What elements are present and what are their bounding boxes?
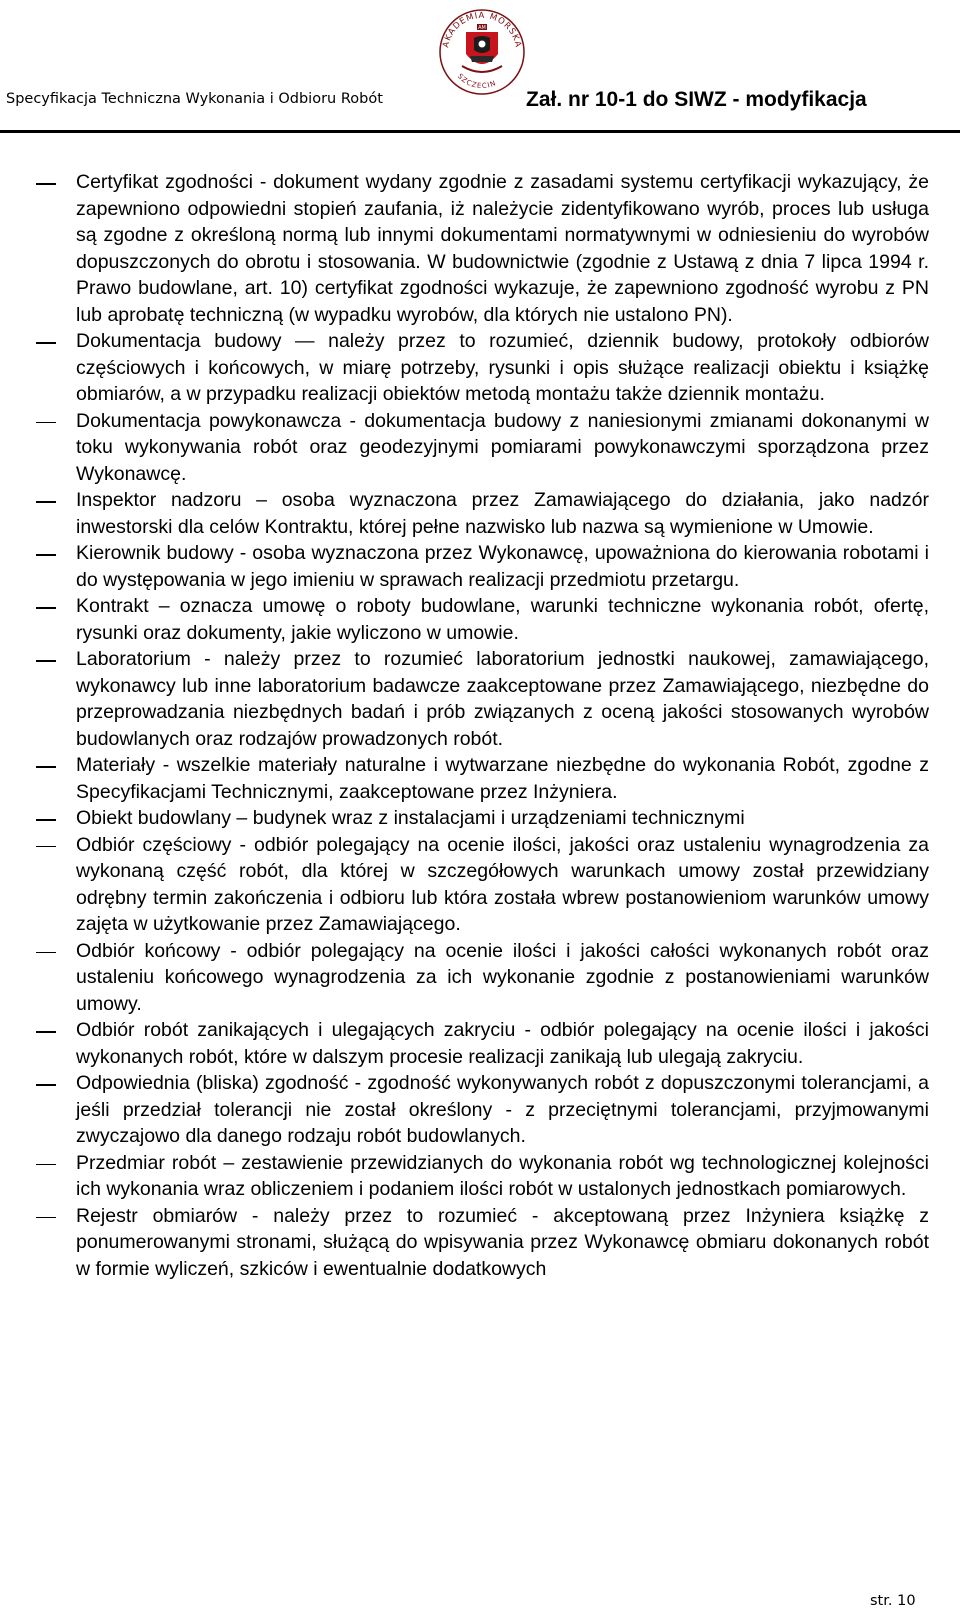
definition-kontrakt: Kontrakt – oznacza umowę o roboty budowlane, warunki techniczne wykonania robót, ofertę, rysunki oraz dokumenty, jakie wyliczono w umowie.	[76, 593, 929, 646]
list-dash-icon	[36, 501, 56, 503]
attachment-label: Zał. nr 10-1 do SIWZ - modyfikacja	[526, 88, 867, 111]
definition-laboratorium: Laboratorium - należy przez to rozumieć laboratorium jednostki naukowej, zamawiającego, wykonawcy lub inne laboratorium badawcze zaakceptowane przez Zamawiającego, niezbędne do przeprowadzania niezbędnych badań i prób związanych z oceną jakości stosowanych wyrobów budowlanych oraz rodzajów prowadzonych robót.	[76, 646, 929, 752]
list-dash-icon	[36, 766, 56, 768]
definition-obiekt-budowlany: Obiekt budowlany – budynek wraz z instalacjami i urządzeniami technicznymi	[76, 805, 929, 832]
definition-odpowiednia-zgodnosc: Odpowiednia (bliska) zgodność - zgodność wykonywanych robót z dopuszczonymi tolerancjami, a jeśli przedział tolerancji nie został określony - z przeciętnymi tolerancjami, przyjmowanymi zwyczajowo dla danego rodzaju robót budowlanych.	[76, 1070, 929, 1150]
list-dash-icon	[36, 554, 56, 556]
list-dash-icon	[36, 422, 56, 424]
list-dash-icon	[36, 183, 56, 185]
header-divider	[0, 130, 960, 133]
svg-text:AM: AM	[478, 25, 486, 31]
svg-text:SZCZECIN: SZCZECIN	[455, 72, 498, 91]
definition-inspektor-nadzoru: Inspektor nadzoru – osoba wyznaczona przez Zamawiającego do działania, jako nadzór inwestorski dla celów Kontraktu, której pełne nazwisko lub nazwa są wymienione w Umowie.	[76, 487, 929, 540]
definition-dokumentacja-powykonawcza: Dokumentacja powykonawcza - dokumentacja budowy z naniesionymi zmianami dokonanymi w toku wykonywania robót oraz geodezyjnymi pomiarami powykonawczymi sporządzona przez Wykonawcę.	[76, 408, 929, 488]
list-dash-icon	[36, 952, 56, 954]
definition-odbior-koncowy: Odbiór końcowy - odbiór polegający na ocenie ilości i jakości całości wykonanych robót oraz ustaleniu końcowego wynagrodzenia za ich wykonanie zgodnie z postanowieniami warunków umowy.	[76, 938, 929, 1018]
list-dash-icon	[36, 1084, 56, 1086]
definition-materialy: Materiały - wszelkie materiały naturalne i wytwarzane niezbędne do wykonania Robót, zgodne z Specyfikacjami Technicznymi, zaakceptowane przez Inżyniera.	[76, 752, 929, 805]
definitions-list	[76, 169, 929, 1282]
definition-odbior-robot-zanikajacych: Odbiór robót zanikających i ulegających zakryciu - odbiór polegający na ocenie ilości i jakości wykonanych robót, które w dalszym procesie realizacji zanikają lub ulegają zakryciu.	[76, 1017, 929, 1070]
definition-przedmiar-robot: Przedmiar robót – zestawienie przewidzianych do wykonania robót wg technologicznej kolejności ich wykonania wraz obliczeniem i podaniem ilości robót w ustalonych jednostkach pomiarowych.	[76, 1150, 929, 1203]
definition-dokumentacja-budowy: Dokumentacja budowy — należy przez to rozumieć, dziennik budowy, protokoły odbiorów częściowych i końcowych, w miarę potrzeby, rysunki i opis służące realizacji obiektu i książkę obmiarów, a w przypadku realizacji obiektów metodą montażu także dziennik montażu.	[76, 328, 929, 408]
page-number: str. 10	[870, 1593, 916, 1609]
document-title: Specyfikacja Techniczna Wykonania i Odbioru Robót	[6, 91, 383, 107]
list-dash-icon	[36, 1217, 56, 1219]
definition-certyfikat-zgodnosci: Certyfikat zgodności - dokument wydany zgodnie z zasadami systemu certyfikacji wykazujący, że zapewniono odpowiedni stopień zaufania, iż należycie zidentyfikowano wyrób, proces lub usługa są zgodne z określoną normą lub innymi dokumentami normatywnymi w odniesieniu do wyrobów dopuszczonych do obrotu i stosowania. W budownictwie (zgodnie z Ustawą z dnia 7 lipca 1994 r. Prawo budowlane, art. 10) certyfikat zgodności wykazuje, że zapewniono zgodność wyrobu z PN lub aprobatę techniczną (w wypadku wyrobów, dla których nie ustalono PN).	[76, 169, 929, 328]
akademia-morska-crest-icon	[436, 0, 528, 100]
svg-text:AKADEMIA MORSKA: AKADEMIA MORSKA	[441, 10, 523, 49]
list-dash-icon	[36, 846, 56, 848]
list-dash-icon	[36, 819, 56, 821]
page-header	[0, 0, 960, 136]
definition-kierownik-budowy: Kierownik budowy - osoba wyznaczona przez Wykonawcę, upoważniona do kierowania robotami i do występowania w jego imieniu w sprawach realizacji przedmiotu przetargu.	[76, 540, 929, 593]
list-dash-icon	[36, 660, 56, 662]
definition-odbior-czesciowy: Odbiór częściowy - odbiór polegający na ocenie ilości, jakości oraz ustaleniu wynagrodzenia za wykonaną część robót, dla której w szczegółowych warunkach umowy został przewidziany odrębny termin zakończenia i odbioru lub która została wbrew postanowieniom warunków umowy zajęta w użytkowanie przez Zamawiającego.	[76, 832, 929, 938]
list-dash-icon	[36, 1031, 56, 1033]
list-dash-icon	[36, 607, 56, 609]
list-dash-icon	[36, 1164, 56, 1166]
definition-rejestr-obmiarow: Rejestr obmiarów - należy przez to rozumieć - akceptowaną przez Inżyniera książkę z ponumerowanymi stronami, służącą do wpisywania przez Wykonawcę obmiaru dokonanych robót w formie wyliczeń, szkiców i ewentualnie dodatkowych	[76, 1203, 929, 1283]
list-dash-icon	[36, 342, 56, 344]
